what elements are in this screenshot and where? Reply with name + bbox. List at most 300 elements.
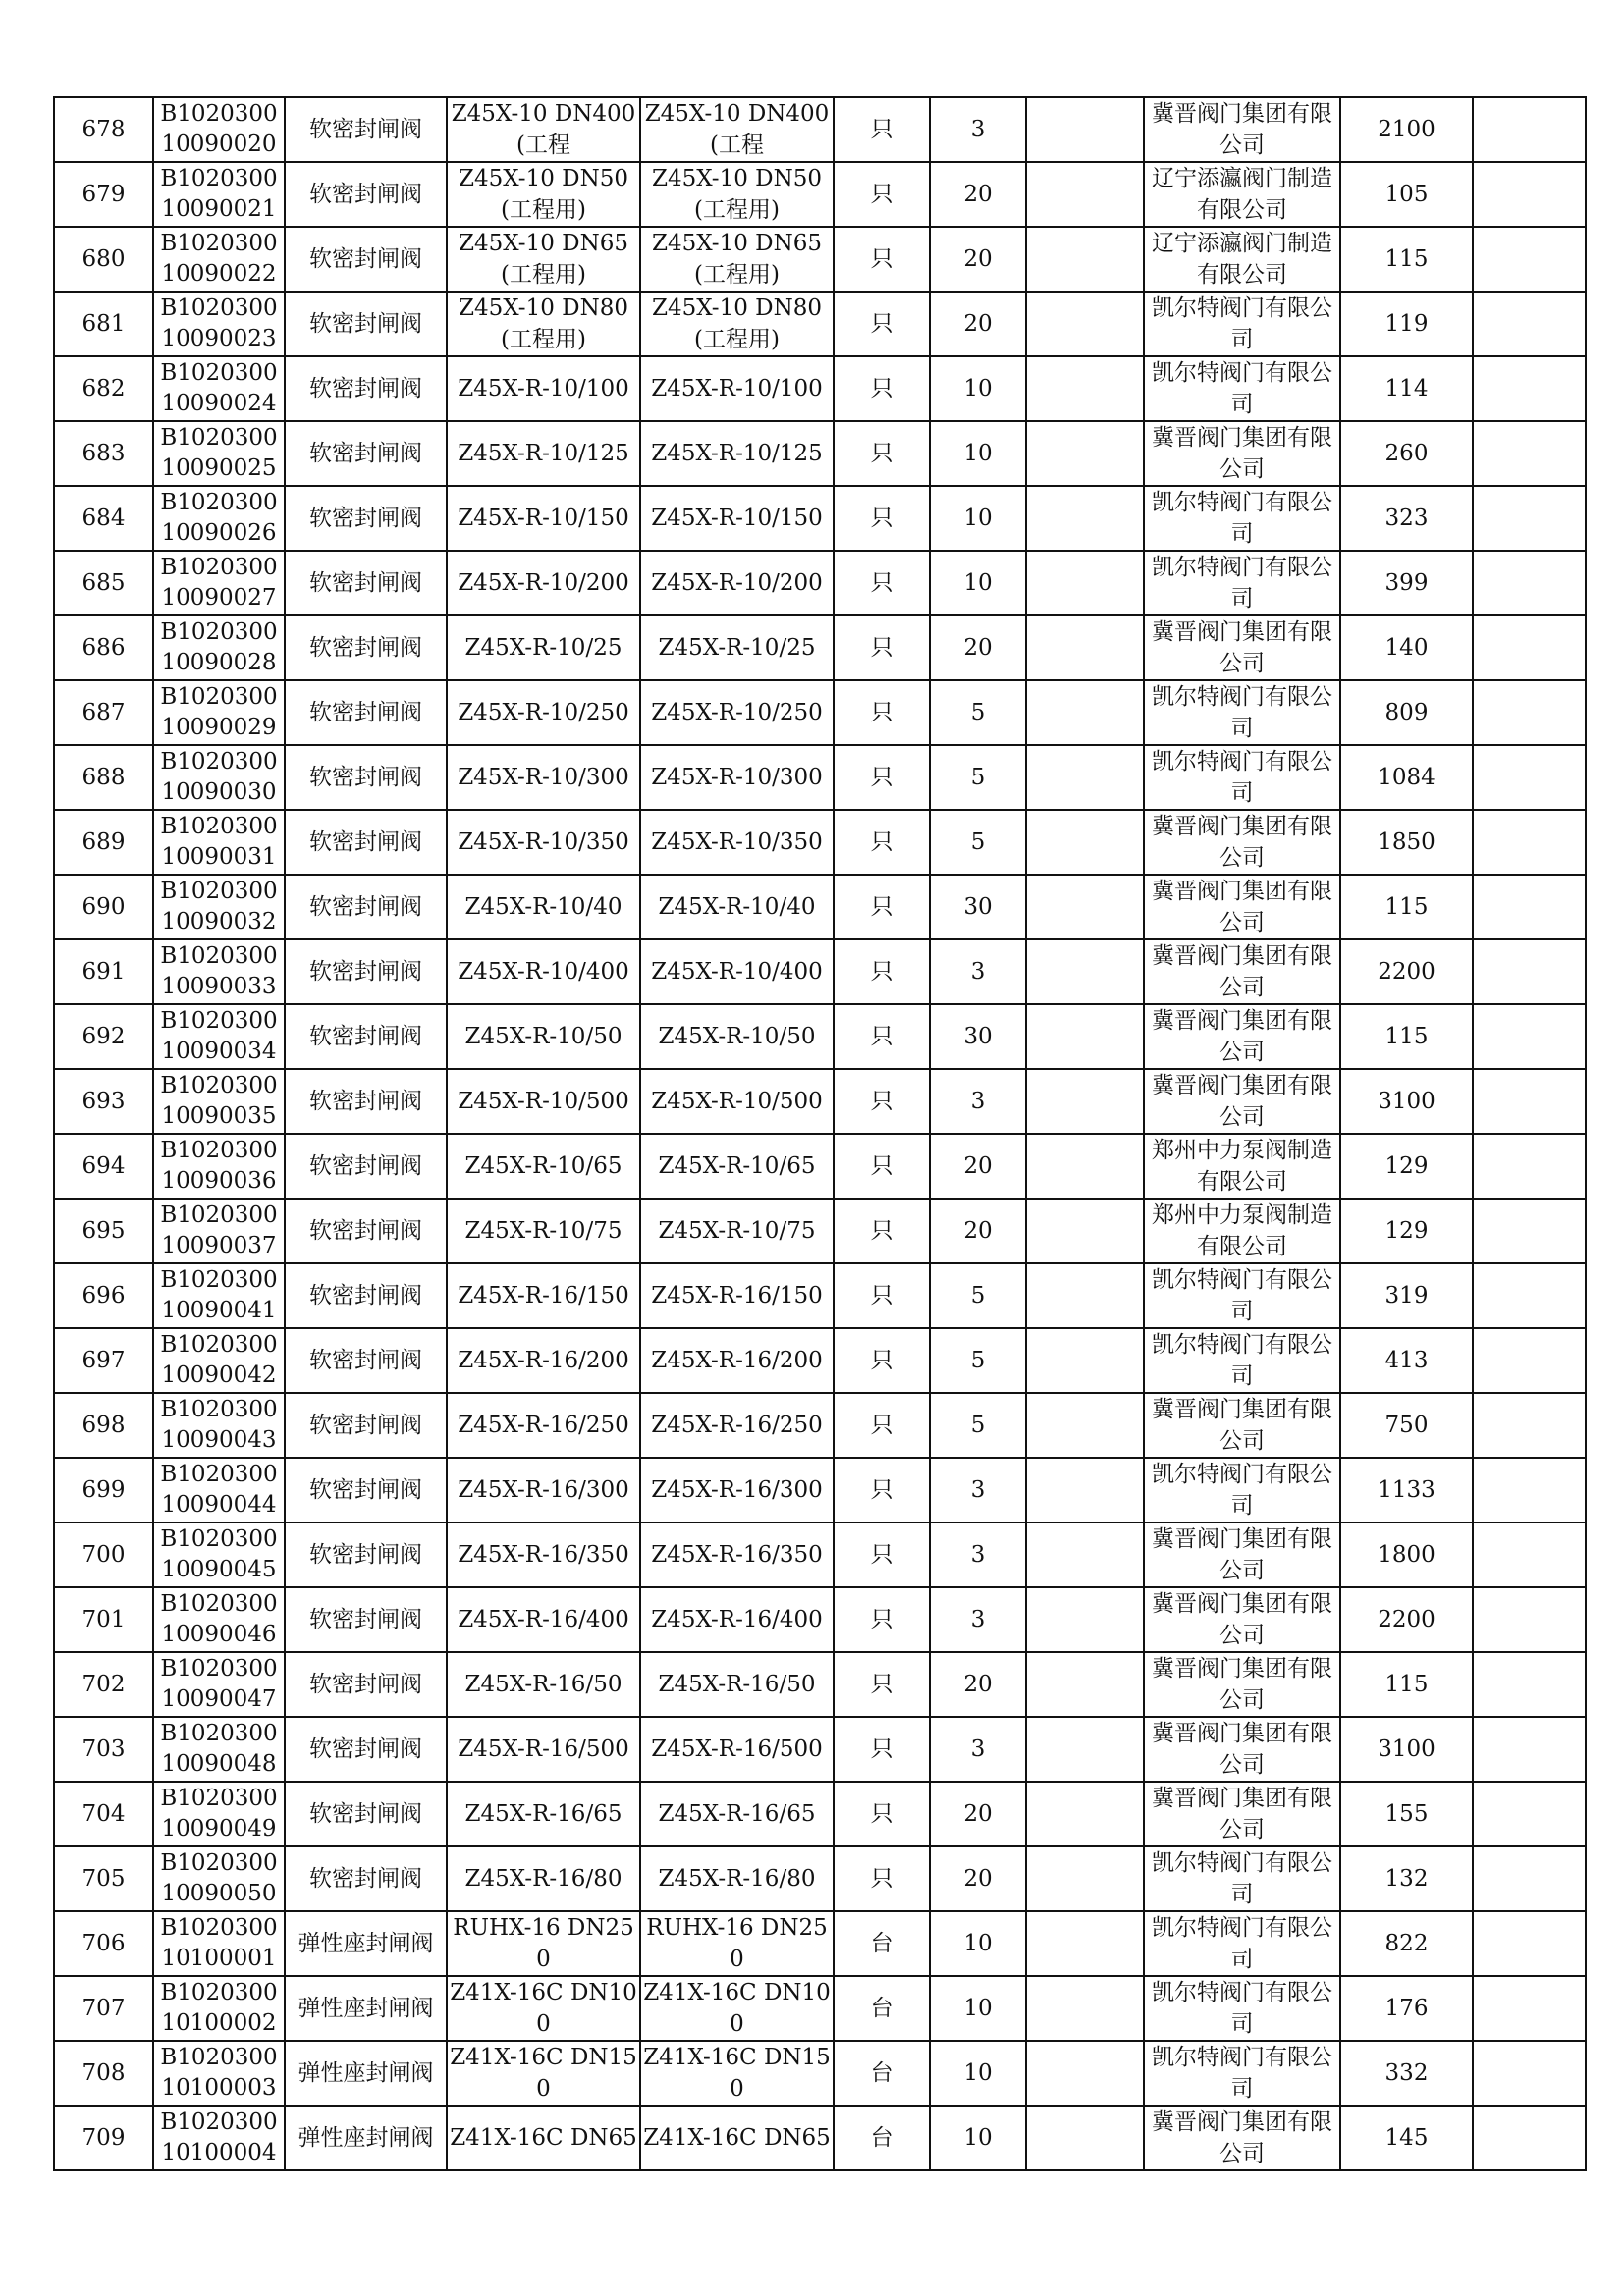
price-cell: 323 [1340,486,1473,551]
unit-cell: 台 [834,2041,930,2106]
supplier-cell: 凯尔特阀门有限公司 [1144,745,1340,810]
model-cell: Z45X-R-10/200 [640,551,834,615]
extra-cell [1473,551,1586,615]
product-name-cell: 软密封闸阀 [285,227,447,292]
price-cell: 2200 [1340,939,1473,1004]
unit-cell: 只 [834,810,930,875]
extra-cell [1473,1393,1586,1458]
specification-cell: Z45X-R-16/300 [447,1458,640,1522]
model-cell: Z45X-R-16/65 [640,1782,834,1846]
model-cell: Z45X-R-16/500 [640,1717,834,1782]
table-row [54,875,1586,939]
extra-cell [1473,1263,1586,1328]
material-code-cell: B1020300 10100001 [153,1911,285,1976]
material-code-cell: B1020300 10090049 [153,1782,285,1846]
quantity-cell: 20 [930,292,1026,356]
remark-cell [1026,2106,1144,2170]
product-name-cell: 软密封闸阀 [285,939,447,1004]
material-code-cell: B1020300 10090036 [153,1134,285,1199]
remark-cell [1026,1328,1144,1393]
table-row [54,1652,1586,1717]
table-row [54,810,1586,875]
table-row [54,2041,1586,2106]
row-number-cell: 699 [54,1458,153,1522]
model-cell: Z45X-R-10/350 [640,810,834,875]
product-name-cell: 软密封闸阀 [285,1199,447,1263]
model-cell: Z45X-R-10/300 [640,745,834,810]
material-code-cell: B1020300 10090043 [153,1393,285,1458]
supplier-cell: 郑州中力泵阀制造有限公司 [1144,1199,1340,1263]
remark-cell [1026,1458,1144,1522]
unit-cell: 台 [834,2106,930,2170]
product-name-cell: 软密封闸阀 [285,1846,447,1911]
extra-cell [1473,1069,1586,1134]
unit-cell: 只 [834,745,930,810]
price-cell: 2200 [1340,1587,1473,1652]
material-code-cell: B1020300 10090022 [153,227,285,292]
extra-cell [1473,939,1586,1004]
table-row [54,162,1586,227]
product-name-cell: 弹性座封闸阀 [285,1911,447,1976]
price-cell: 260 [1340,421,1473,486]
row-number-cell: 685 [54,551,153,615]
row-number-cell: 705 [54,1846,153,1911]
material-code-cell: B1020300 10090024 [153,356,285,421]
price-cell: 115 [1340,875,1473,939]
row-number-cell: 680 [54,227,153,292]
quantity-cell: 10 [930,486,1026,551]
quantity-cell: 20 [930,162,1026,227]
specification-cell: Z45X-R-16/200 [447,1328,640,1393]
unit-cell: 只 [834,1263,930,1328]
unit-cell: 只 [834,1652,930,1717]
row-number-cell: 684 [54,486,153,551]
material-code-cell: B1020300 10100002 [153,1976,285,2041]
extra-cell [1473,1976,1586,2041]
remark-cell [1026,615,1144,680]
quantity-cell: 3 [930,939,1026,1004]
specification-cell: Z41X-16C DN65 [447,2106,640,2170]
extra-cell [1473,745,1586,810]
price-cell: 132 [1340,1846,1473,1911]
supplier-cell: 凯尔特阀门有限公司 [1144,1458,1340,1522]
model-cell: Z45X-R-16/150 [640,1263,834,1328]
table-row [54,1458,1586,1522]
supplier-cell: 冀晋阀门集团有限公司 [1144,421,1340,486]
supplier-cell: 凯尔特阀门有限公司 [1144,1846,1340,1911]
unit-cell: 只 [834,680,930,745]
supplier-cell: 辽宁添瀛阀门制造有限公司 [1144,162,1340,227]
model-cell: Z45X-R-10/25 [640,615,834,680]
quantity-cell: 10 [930,2106,1026,2170]
table-row [54,227,1586,292]
quantity-cell: 30 [930,875,1026,939]
table-row [54,1846,1586,1911]
unit-cell: 只 [834,97,930,162]
material-code-cell: B1020300 10090047 [153,1652,285,1717]
specification-cell: Z41X-16C DN150 [447,2041,640,2106]
row-number-cell: 706 [54,1911,153,1976]
price-cell: 319 [1340,1263,1473,1328]
extra-cell [1473,1846,1586,1911]
product-name-cell: 软密封闸阀 [285,1782,447,1846]
extra-cell [1473,615,1586,680]
unit-cell: 只 [834,875,930,939]
remark-cell [1026,939,1144,1004]
unit-cell: 只 [834,1782,930,1846]
quantity-cell: 10 [930,2041,1026,2106]
quantity-cell: 5 [930,1263,1026,1328]
extra-cell [1473,162,1586,227]
row-number-cell: 690 [54,875,153,939]
extra-cell [1473,227,1586,292]
specification-cell: Z45X-R-10/100 [447,356,640,421]
table-row [54,939,1586,1004]
supplier-cell: 凯尔特阀门有限公司 [1144,486,1340,551]
row-number-cell: 708 [54,2041,153,2106]
price-cell: 119 [1340,292,1473,356]
extra-cell [1473,810,1586,875]
supplier-cell: 凯尔特阀门有限公司 [1144,551,1340,615]
unit-cell: 只 [834,1328,930,1393]
price-cell: 413 [1340,1328,1473,1393]
remark-cell [1026,292,1144,356]
supplier-cell: 冀晋阀门集团有限公司 [1144,1782,1340,1846]
price-cell: 129 [1340,1134,1473,1199]
price-cell: 115 [1340,1004,1473,1069]
material-code-cell: B1020300 10090034 [153,1004,285,1069]
specification-cell: Z45X-R-10/50 [447,1004,640,1069]
quantity-cell: 5 [930,745,1026,810]
remark-cell [1026,875,1144,939]
specification-cell: Z45X-R-16/80 [447,1846,640,1911]
unit-cell: 只 [834,1587,930,1652]
material-code-cell: B1020300 10090045 [153,1522,285,1587]
product-name-cell: 弹性座封闸阀 [285,2106,447,2170]
product-name-cell: 软密封闸阀 [285,1263,447,1328]
supplier-cell: 凯尔特阀门有限公司 [1144,1976,1340,2041]
material-code-cell: B1020300 10090025 [153,421,285,486]
remark-cell [1026,486,1144,551]
table-row [54,1782,1586,1846]
specification-cell: Z45X-10 DN80(工程用) [447,292,640,356]
table-row [54,97,1586,162]
table-row [54,551,1586,615]
row-number-cell: 701 [54,1587,153,1652]
product-name-cell: 软密封闸阀 [285,1069,447,1134]
quantity-cell: 20 [930,1652,1026,1717]
table-row [54,745,1586,810]
product-name-cell: 软密封闸阀 [285,162,447,227]
model-cell: Z45X-R-10/500 [640,1069,834,1134]
quantity-cell: 5 [930,810,1026,875]
model-cell: Z45X-R-10/150 [640,486,834,551]
supplier-cell: 凯尔特阀门有限公司 [1144,292,1340,356]
table-row [54,1522,1586,1587]
specification-cell: Z45X-R-10/150 [447,486,640,551]
supplier-cell: 冀晋阀门集团有限公司 [1144,1522,1340,1587]
specification-cell: Z45X-R-16/50 [447,1652,640,1717]
model-cell: Z45X-R-10/50 [640,1004,834,1069]
row-number-cell: 696 [54,1263,153,1328]
remark-cell [1026,1911,1144,1976]
material-code-cell: B1020300 10090041 [153,1263,285,1328]
quantity-cell: 20 [930,1199,1026,1263]
material-code-cell: B1020300 10090033 [153,939,285,1004]
table-row [54,1134,1586,1199]
quantity-cell: 10 [930,421,1026,486]
price-cell: 115 [1340,227,1473,292]
quantity-cell: 3 [930,1587,1026,1652]
product-name-cell: 软密封闸阀 [285,356,447,421]
model-cell: Z45X-R-10/65 [640,1134,834,1199]
material-code-cell: B1020300 10090020 [153,97,285,162]
product-name-cell: 软密封闸阀 [285,745,447,810]
extra-cell [1473,1004,1586,1069]
remark-cell [1026,1782,1144,1846]
specification-cell: Z45X-R-10/300 [447,745,640,810]
unit-cell: 只 [834,1069,930,1134]
remark-cell [1026,227,1144,292]
price-cell: 2100 [1340,97,1473,162]
remark-cell [1026,356,1144,421]
unit-cell: 只 [834,1458,930,1522]
row-number-cell: 697 [54,1328,153,1393]
supplier-cell: 冀晋阀门集团有限公司 [1144,1393,1340,1458]
supplier-cell: 凯尔特阀门有限公司 [1144,1263,1340,1328]
material-code-cell: B1020300 10090032 [153,875,285,939]
material-code-cell: B1020300 10090029 [153,680,285,745]
price-cell: 176 [1340,1976,1473,2041]
price-cell: 1850 [1340,810,1473,875]
table-row [54,2106,1586,2170]
extra-cell [1473,356,1586,421]
table-row [54,680,1586,745]
specification-cell: Z45X-R-10/40 [447,875,640,939]
specification-cell: RUHX-16 DN250 [447,1911,640,1976]
material-code-cell: B1020300 10090048 [153,1717,285,1782]
row-number-cell: 683 [54,421,153,486]
specification-cell: Z45X-R-16/250 [447,1393,640,1458]
material-code-cell: B1020300 10090042 [153,1328,285,1393]
price-cell: 105 [1340,162,1473,227]
price-cell: 145 [1340,2106,1473,2170]
specification-cell: Z45X-R-10/250 [447,680,640,745]
unit-cell: 台 [834,1911,930,1976]
supplier-cell: 冀晋阀门集团有限公司 [1144,875,1340,939]
unit-cell: 台 [834,1976,930,2041]
table-row [54,1717,1586,1782]
model-cell: Z45X-R-16/300 [640,1458,834,1522]
price-cell: 822 [1340,1911,1473,1976]
row-number-cell: 679 [54,162,153,227]
product-name-cell: 软密封闸阀 [285,1134,447,1199]
product-name-cell: 软密封闸阀 [285,615,447,680]
specification-cell: Z45X-R-16/150 [447,1263,640,1328]
table-row [54,1263,1586,1328]
row-number-cell: 694 [54,1134,153,1199]
material-code-cell: B1020300 10090028 [153,615,285,680]
extra-cell [1473,97,1586,162]
row-number-cell: 695 [54,1199,153,1263]
product-name-cell: 软密封闸阀 [285,292,447,356]
material-code-cell: B1020300 10090031 [153,810,285,875]
supplier-cell: 冀晋阀门集团有限公司 [1144,810,1340,875]
price-cell: 750 [1340,1393,1473,1458]
specification-cell: Z45X-R-10/25 [447,615,640,680]
unit-cell: 只 [834,162,930,227]
price-cell: 1133 [1340,1458,1473,1522]
quantity-cell: 10 [930,1911,1026,1976]
quantity-cell: 3 [930,1522,1026,1587]
unit-cell: 只 [834,1846,930,1911]
row-number-cell: 689 [54,810,153,875]
row-number-cell: 704 [54,1782,153,1846]
extra-cell [1473,2041,1586,2106]
remark-cell [1026,1976,1144,2041]
remark-cell [1026,1522,1144,1587]
supplier-cell: 冀晋阀门集团有限公司 [1144,615,1340,680]
row-number-cell: 682 [54,356,153,421]
supplier-cell: 凯尔特阀门有限公司 [1144,1911,1340,1976]
unit-cell: 只 [834,1199,930,1263]
remark-cell [1026,551,1144,615]
extra-cell [1473,486,1586,551]
remark-cell [1026,810,1144,875]
price-cell: 129 [1340,1199,1473,1263]
product-name-cell: 弹性座封闸阀 [285,2041,447,2106]
model-cell: Z45X-R-16/400 [640,1587,834,1652]
remark-cell [1026,1134,1144,1199]
specification-cell: Z45X-R-10/65 [447,1134,640,1199]
quantity-cell: 3 [930,1717,1026,1782]
quantity-cell: 20 [930,1134,1026,1199]
quantity-cell: 3 [930,97,1026,162]
table-row [54,1199,1586,1263]
supplier-cell: 凯尔特阀门有限公司 [1144,356,1340,421]
row-number-cell: 702 [54,1652,153,1717]
unit-cell: 只 [834,356,930,421]
table-row [54,486,1586,551]
product-name-cell: 软密封闸阀 [285,421,447,486]
row-number-cell: 709 [54,2106,153,2170]
supplier-cell: 辽宁添瀛阀门制造有限公司 [1144,227,1340,292]
price-cell: 809 [1340,680,1473,745]
row-number-cell: 692 [54,1004,153,1069]
material-code-cell: B1020300 10090050 [153,1846,285,1911]
model-cell: Z45X-R-10/100 [640,356,834,421]
unit-cell: 只 [834,939,930,1004]
extra-cell [1473,2106,1586,2170]
remark-cell [1026,1263,1144,1328]
specification-cell: Z45X-R-16/350 [447,1522,640,1587]
remark-cell [1026,1846,1144,1911]
extra-cell [1473,875,1586,939]
specification-cell: Z45X-R-10/500 [447,1069,640,1134]
model-cell: Z45X-10 DN65(工程用) [640,227,834,292]
remark-cell [1026,680,1144,745]
table-row [54,615,1586,680]
specification-cell: Z45X-10 DN50(工程用) [447,162,640,227]
specification-cell: Z45X-10 DN400(工程 [447,97,640,162]
specification-cell: Z41X-16C DN100 [447,1976,640,2041]
unit-cell: 只 [834,1134,930,1199]
unit-cell: 只 [834,227,930,292]
table-row [54,1976,1586,2041]
quantity-cell: 3 [930,1458,1026,1522]
model-cell: Z41X-16C DN150 [640,2041,834,2106]
unit-cell: 只 [834,1717,930,1782]
quantity-cell: 30 [930,1004,1026,1069]
quantity-cell: 10 [930,551,1026,615]
quantity-cell: 20 [930,227,1026,292]
material-code-cell: B1020300 10090026 [153,486,285,551]
extra-cell [1473,1782,1586,1846]
product-name-cell: 软密封闸阀 [285,1458,447,1522]
extra-cell [1473,1911,1586,1976]
specification-cell: Z45X-R-10/200 [447,551,640,615]
quantity-cell: 5 [930,1328,1026,1393]
model-cell: Z45X-R-10/75 [640,1199,834,1263]
model-cell: Z41X-16C DN100 [640,1976,834,2041]
model-cell: Z45X-R-10/125 [640,421,834,486]
table-row [54,356,1586,421]
row-number-cell: 681 [54,292,153,356]
quantity-cell: 20 [930,1846,1026,1911]
supplier-cell: 郑州中力泵阀制造有限公司 [1144,1134,1340,1199]
price-cell: 140 [1340,615,1473,680]
row-number-cell: 703 [54,1717,153,1782]
supplier-cell: 冀晋阀门集团有限公司 [1144,1652,1340,1717]
model-cell: RUHX-16 DN250 [640,1911,834,1976]
remark-cell [1026,745,1144,810]
unit-cell: 只 [834,486,930,551]
model-cell: Z45X-R-16/200 [640,1328,834,1393]
product-name-cell: 软密封闸阀 [285,1652,447,1717]
supplier-cell: 冀晋阀门集团有限公司 [1144,1069,1340,1134]
product-name-cell: 软密封闸阀 [285,875,447,939]
model-cell: Z45X-R-16/350 [640,1522,834,1587]
price-cell: 155 [1340,1782,1473,1846]
remark-cell [1026,97,1144,162]
quantity-cell: 5 [930,680,1026,745]
model-cell: Z45X-10 DN400(工程 [640,97,834,162]
extra-cell [1473,1458,1586,1522]
remark-cell [1026,1004,1144,1069]
extra-cell [1473,292,1586,356]
model-cell: Z45X-R-16/50 [640,1652,834,1717]
unit-cell: 只 [834,551,930,615]
remark-cell [1026,2041,1144,2106]
product-name-cell: 软密封闸阀 [285,1328,447,1393]
specification-cell: Z45X-R-10/350 [447,810,640,875]
material-code-cell: B1020300 10090044 [153,1458,285,1522]
specification-cell: Z45X-R-16/65 [447,1782,640,1846]
specification-cell: Z45X-R-10/125 [447,421,640,486]
supplier-cell: 冀晋阀门集团有限公司 [1144,2106,1340,2170]
material-code-cell: B1020300 10090037 [153,1199,285,1263]
product-name-cell: 软密封闸阀 [285,97,447,162]
product-name-cell: 软密封闸阀 [285,1393,447,1458]
row-number-cell: 688 [54,745,153,810]
product-name-cell: 软密封闸阀 [285,1522,447,1587]
row-number-cell: 698 [54,1393,153,1458]
price-cell: 399 [1340,551,1473,615]
extra-cell [1473,1134,1586,1199]
remark-cell [1026,1393,1144,1458]
price-cell: 3100 [1340,1717,1473,1782]
extra-cell [1473,421,1586,486]
